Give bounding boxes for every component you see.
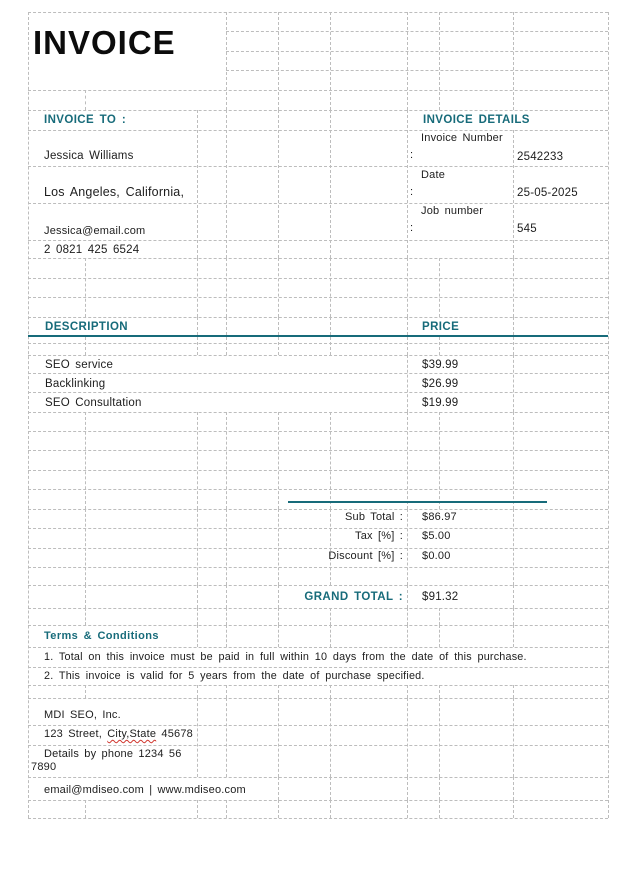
line-item-price: $19.99 — [422, 397, 459, 409]
table-gridline — [85, 412, 86, 509]
table-gridline — [278, 777, 279, 800]
table-gridline — [28, 548, 608, 549]
table-gridline — [226, 12, 227, 110]
table-gridline — [28, 667, 608, 668]
table-gridline — [278, 12, 279, 110]
items-header-rule — [28, 335, 608, 337]
table-gridline — [226, 31, 608, 32]
table-gridline — [330, 625, 331, 647]
table-gridline — [85, 800, 86, 818]
table-gridline — [28, 625, 608, 626]
table-gridline — [226, 608, 227, 625]
table-gridline — [439, 800, 440, 818]
table-gridline — [28, 818, 608, 819]
company-address-prefix: 123 Street, — [44, 728, 108, 740]
table-gridline — [28, 258, 608, 259]
table-gridline — [226, 317, 227, 335]
table-gridline — [28, 745, 608, 746]
table-gridline — [197, 258, 198, 317]
line-item-description: SEO service — [45, 359, 114, 371]
table-gridline — [407, 585, 408, 608]
company-address — [44, 728, 193, 740]
table-gridline — [28, 278, 608, 279]
table-gridline — [28, 567, 608, 568]
company-name: MDI SEO, Inc. — [44, 709, 121, 721]
table-gridline — [28, 12, 29, 818]
detail-value-date: 25-05-2025 — [517, 187, 578, 199]
table-gridline — [226, 698, 227, 777]
table-gridline — [28, 585, 608, 586]
table-gridline — [28, 130, 608, 131]
table-gridline — [28, 355, 608, 356]
table-gridline — [28, 297, 608, 298]
totals-value-discount: $0.00 — [422, 550, 451, 562]
line-item-description: SEO Consultation — [45, 397, 142, 409]
table-gridline — [278, 110, 279, 258]
items-header-price: PRICE — [422, 321, 460, 333]
table-gridline — [197, 685, 198, 698]
table-gridline — [513, 317, 514, 335]
table-gridline — [197, 509, 198, 585]
table-gridline — [28, 470, 608, 471]
table-gridline — [28, 110, 608, 111]
table-gridline — [28, 509, 608, 510]
table-gridline — [28, 412, 608, 413]
table-gridline — [278, 685, 279, 698]
table-gridline — [439, 698, 440, 777]
table-gridline — [197, 412, 198, 509]
table-gridline — [226, 800, 227, 818]
detail-label-date: Date — [421, 169, 446, 181]
table-gridline — [407, 509, 408, 585]
table-gridline — [439, 685, 440, 698]
detail-colon: : — [410, 149, 414, 161]
terms-heading: Terms & Conditions — [44, 630, 159, 642]
table-gridline — [330, 258, 331, 317]
table-gridline — [85, 258, 86, 317]
table-gridline — [513, 585, 514, 608]
table-gridline — [513, 258, 514, 317]
table-gridline — [85, 337, 86, 355]
table-gridline — [513, 685, 514, 698]
table-gridline — [513, 608, 514, 625]
table-gridline — [439, 337, 440, 355]
table-gridline — [407, 258, 408, 317]
table-gridline — [513, 698, 514, 777]
table-gridline — [407, 800, 408, 818]
table-gridline — [28, 698, 608, 699]
table-gridline — [407, 608, 408, 625]
table-gridline — [278, 608, 279, 625]
table-gridline — [85, 608, 86, 625]
table-gridline — [330, 698, 331, 777]
table-gridline — [513, 509, 514, 585]
table-gridline — [608, 12, 609, 818]
table-gridline — [28, 647, 608, 648]
table-gridline — [197, 585, 198, 608]
table-gridline — [28, 800, 608, 801]
table-gridline — [226, 337, 227, 355]
table-gridline — [28, 777, 608, 778]
table-gridline — [330, 412, 331, 509]
table-gridline — [407, 625, 408, 647]
detail-value-job-number: 545 — [517, 223, 537, 235]
totals-label-subtotal: Sub Total : — [345, 511, 403, 523]
line-item-price: $39.99 — [422, 359, 459, 371]
table-gridline — [513, 777, 514, 800]
line-item-price: $26.99 — [422, 378, 459, 390]
table-gridline — [226, 412, 227, 509]
table-gridline — [197, 317, 198, 335]
table-gridline — [278, 412, 279, 509]
table-gridline — [226, 585, 227, 608]
table-gridline — [513, 337, 514, 355]
table-gridline — [28, 203, 608, 204]
table-gridline — [513, 625, 514, 647]
detail-label-job-number: Job number — [421, 205, 484, 217]
table-gridline — [407, 685, 408, 698]
table-gridline — [28, 12, 608, 13]
table-gridline — [407, 412, 408, 509]
table-gridline — [28, 608, 608, 609]
grand-total-value: $91.32 — [422, 591, 459, 603]
table-gridline — [513, 130, 514, 258]
table-gridline — [407, 110, 408, 258]
table-gridline — [197, 800, 198, 818]
table-gridline — [439, 412, 440, 509]
table-gridline — [407, 777, 408, 800]
company-phone: Details by phone 1234 56 7890 — [31, 748, 182, 773]
table-gridline — [330, 337, 331, 355]
customer-email: Jessica@email.com — [44, 225, 146, 237]
table-gridline — [407, 355, 408, 412]
table-gridline — [439, 12, 440, 110]
table-gridline — [85, 685, 86, 698]
table-gridline — [226, 110, 227, 258]
bill-to-heading: INVOICE TO : — [44, 114, 127, 126]
invoice-title: INVOICE — [33, 24, 176, 61]
table-gridline — [278, 337, 279, 355]
table-gridline — [28, 240, 608, 241]
misspelled-text: City,State — [107, 728, 157, 740]
totals-value-tax: $5.00 — [422, 530, 451, 542]
table-gridline — [226, 685, 227, 698]
detail-value-invoice-number: 2542233 — [517, 151, 564, 163]
table-gridline — [28, 392, 608, 393]
table-gridline — [513, 412, 514, 509]
table-gridline — [226, 625, 227, 647]
detail-colon: : — [410, 222, 414, 234]
table-gridline — [28, 317, 608, 318]
totals-label-tax: Tax [%] : — [355, 530, 403, 542]
customer-name: Jessica Williams — [44, 150, 134, 162]
table-gridline — [28, 431, 608, 432]
table-gridline — [278, 258, 279, 317]
table-gridline — [513, 800, 514, 818]
table-gridline — [439, 625, 440, 647]
detail-colon: : — [410, 186, 414, 198]
table-gridline — [278, 317, 279, 335]
table-gridline — [28, 489, 608, 490]
table-gridline — [330, 777, 331, 800]
table-gridline — [85, 90, 86, 110]
table-gridline — [439, 608, 440, 625]
table-gridline — [197, 625, 198, 647]
items-header-description: DESCRIPTION — [45, 321, 128, 333]
totals-value-subtotal: $86.97 — [422, 511, 457, 523]
table-gridline — [28, 685, 608, 686]
table-gridline — [226, 70, 608, 71]
table-gridline — [28, 373, 608, 374]
table-gridline — [197, 608, 198, 625]
table-gridline — [330, 317, 331, 335]
table-gridline — [439, 258, 440, 317]
table-gridline — [197, 337, 198, 355]
totals-rule — [288, 501, 547, 503]
table-gridline — [28, 528, 608, 529]
terms-item-2: 2. This invoice is valid for 5 years from the date of purchase specified. — [44, 670, 425, 682]
table-gridline — [226, 258, 227, 317]
table-gridline — [226, 51, 608, 52]
line-item-description: Backlinking — [45, 378, 106, 390]
table-gridline — [513, 355, 514, 412]
invoice-details-heading: INVOICE DETAILS — [423, 114, 530, 126]
table-gridline — [330, 12, 331, 110]
grand-total-label: GRAND TOTAL : — [304, 591, 403, 603]
table-gridline — [278, 698, 279, 777]
table-gridline — [197, 110, 198, 258]
customer-city: Los Angeles, California, — [44, 185, 185, 199]
company-contact: email@mdiseo.com | www.mdiseo.com — [44, 784, 246, 796]
table-gridline — [330, 608, 331, 625]
table-gridline — [330, 685, 331, 698]
table-gridline — [197, 698, 198, 777]
table-gridline — [407, 317, 408, 335]
table-gridline — [28, 725, 608, 726]
table-gridline — [330, 800, 331, 818]
table-gridline — [28, 166, 608, 167]
table-gridline — [85, 509, 86, 585]
table-gridline — [407, 12, 408, 110]
table-gridline — [407, 698, 408, 777]
table-gridline — [513, 12, 514, 110]
table-gridline — [407, 337, 408, 355]
table-gridline — [278, 625, 279, 647]
table-gridline — [330, 110, 331, 258]
table-gridline — [85, 585, 86, 608]
table-gridline — [28, 90, 608, 91]
company-address-suffix: 45678 — [156, 728, 194, 740]
totals-label-discount: Discount [%] : — [328, 550, 403, 562]
detail-label-invoice-number: Invoice Number — [421, 132, 503, 144]
table-gridline — [226, 509, 227, 585]
table-gridline — [28, 450, 608, 451]
table-gridline — [439, 777, 440, 800]
table-gridline — [278, 800, 279, 818]
customer-phone: 2 0821 425 6524 — [44, 244, 140, 256]
table-gridline — [28, 343, 608, 344]
terms-item-1: 1. Total on this invoice must be paid in full within 10 days from the date of this purchase. — [44, 651, 527, 663]
